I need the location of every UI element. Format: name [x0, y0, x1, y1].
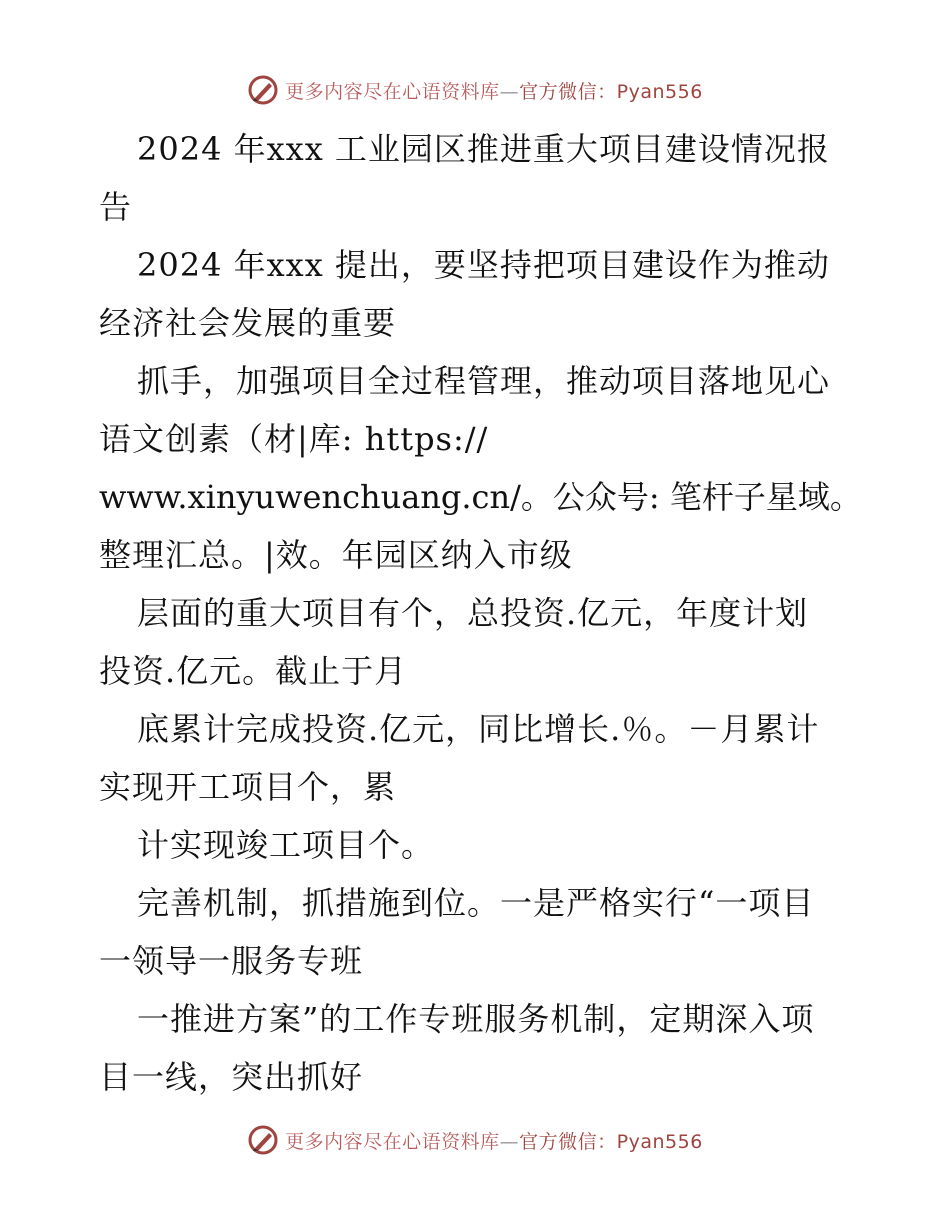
banner-text [285, 1127, 703, 1154]
doc-line: 2024 年xxx 工业园区推进重大项目建设情况报 [137, 130, 830, 168]
banner-text [285, 77, 703, 104]
banner-contact: 官方微信：Pyan556 [519, 1130, 703, 1153]
banner-title: 更多内容尽在心语资料库 [285, 1130, 500, 1153]
banner-separator: — [499, 80, 520, 103]
pen-logo-icon [247, 74, 279, 106]
doc-line: 底累计完成投资.亿元，同比增长.％。－月累计 [137, 710, 820, 748]
doc-line: 层面的重大项目有个，总投资.亿元，年度计划 [137, 594, 809, 632]
doc-line: 一推进方案”的工作专班服务机制，定期深入项 [137, 1000, 815, 1038]
header-banner [0, 70, 950, 110]
doc-line: 投资.亿元。截止于月 [99, 652, 408, 690]
doc-line: 经济社会发展的重要 [99, 304, 397, 342]
banner-title: 更多内容尽在心语资料库 [285, 80, 500, 103]
doc-line: 抓手，加强项目全过程管理，推动项目落地见心 [137, 362, 831, 400]
banner-separator: — [499, 1130, 520, 1153]
doc-line: 实现开工项目个，累 [99, 768, 397, 806]
doc-line: 2024 年xxx 提出，要坚持把项目建设作为推动 [137, 246, 830, 284]
doc-line: 语文创素（材|库: https:// [99, 420, 489, 458]
doc-line: 告 [99, 188, 133, 226]
pen-logo-icon [247, 1124, 279, 1156]
document-body [99, 120, 862, 1106]
banner-contact: 官方微信：Pyan556 [519, 80, 703, 103]
footer-banner [0, 1120, 950, 1160]
doc-line: 目一线，突出抓好 [99, 1058, 364, 1096]
doc-line: www.xinyuwenchuang.cn/。公众号: 笔杆子星域。 [99, 478, 862, 516]
doc-line: 计实现竣工项目个。 [137, 826, 435, 864]
doc-line: 整理汇总。|效。年园区纳入市级 [99, 536, 573, 574]
doc-line: 完善机制，抓措施到位。一是严格实行“一项目 [137, 884, 815, 922]
doc-line: 一领导一服务专班 [99, 942, 364, 980]
